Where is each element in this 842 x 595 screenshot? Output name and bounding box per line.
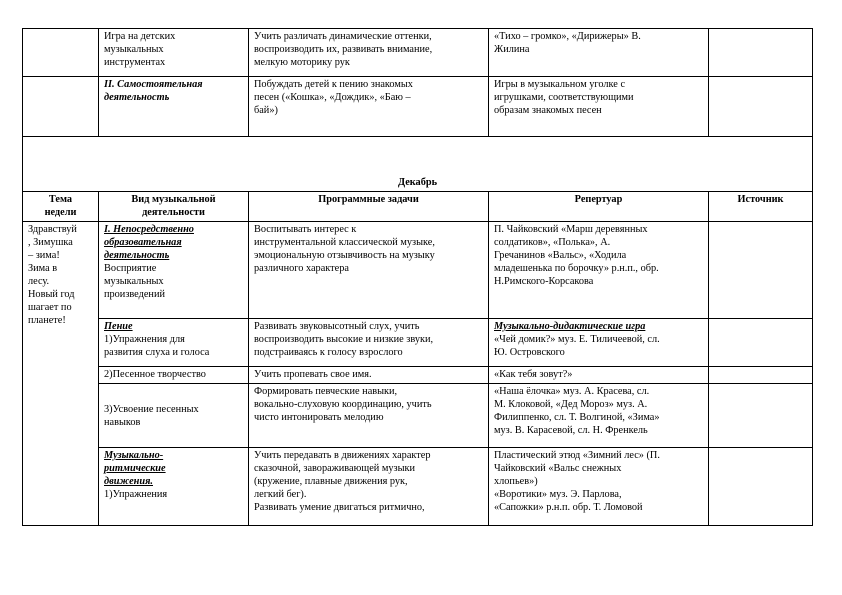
source-cell	[709, 222, 813, 319]
repertoire-cell: П. Чайковский «Марш деревянных солдатиков», «Полька», А. Гречанинов «Вальс», «Ходила младешенька по борочку» р.н.п., обр. Н.Римского-Корсакова	[489, 222, 709, 319]
repertoire-cell: «Как тебя зовут?»	[489, 367, 709, 384]
activity-cell: Пение 1)Упражнения для развития слуха и голоса	[99, 319, 249, 367]
header-row	[23, 192, 813, 222]
repertoire-cell: Музыкально-дидактические игра «Чей домик?» муз. Е. Тиличеевой, сл. Ю. Островского	[489, 319, 709, 367]
header-activity: Вид музыкальной деятельности	[99, 192, 249, 222]
table-row	[23, 319, 813, 367]
source-cell	[709, 367, 813, 384]
empty-cell	[23, 29, 99, 77]
week-theme-cell: Здравствуй , Зимушка – зима! Зима в лесу. Новый год шагает по планете!	[23, 222, 99, 526]
empty-cell	[23, 77, 99, 137]
source-cell	[709, 448, 813, 526]
repertoire-cell: «Наша ёлочка» муз. А. Красева, сл. М. Клоковой, «Дед Мороз» муз. А. Филиппенко, сл. Т. Волгиной, «Зима» муз. В. Карасевой, сл. Н. Френкель	[489, 384, 709, 448]
source-cell	[709, 29, 813, 77]
table-row	[23, 384, 813, 448]
tasks-cell: Развивать звуковысотный слух, учить воспроизводить высокие и низкие звуки, подстраиваясь к голосу взрослого	[249, 319, 489, 367]
table-row	[23, 29, 813, 77]
lesson-plan-table	[22, 28, 813, 526]
source-cell	[709, 319, 813, 367]
month-title: Декабрь	[23, 137, 813, 192]
source-cell	[709, 77, 813, 137]
tasks-cell: Побуждать детей к пению знакомых песен («Кошка», «Дождик», «Баю – бай»)	[249, 77, 489, 137]
activity-cell: I. Непосредственно образовательная деятельность Восприятие музыкальных произведений	[99, 222, 249, 319]
tasks-cell: Учить различать динамические оттенки, воспроизводить их, развивать внимание, мелкую моторику рук	[249, 29, 489, 77]
activity-cell: Музыкально- ритмические движения. 1)Упражнения	[99, 448, 249, 526]
tasks-cell: Учить пропевать свое имя.	[249, 367, 489, 384]
repertoire-cell: Пластический этюд «Зимний лес» (П. Чайковский «Вальс снежных хлопьев») «Воротики» муз. Э. Парлова, «Сапожки» р.н.п. обр. Т. Ломовой	[489, 448, 709, 526]
header-tasks: Программные задачи	[249, 192, 489, 222]
activity-cell: II. Самостоятельная деятельность	[99, 77, 249, 137]
table-row	[23, 222, 813, 319]
tasks-cell: Учить передавать в движениях характер сказочной, завораживающей музыки (кружение, плавные движения рук, легкий бег). Развивать умение двигаться ритмично,	[249, 448, 489, 526]
activity-cell: 3)Усвоение песенных навыков	[99, 384, 249, 448]
month-title-row	[23, 137, 813, 192]
source-cell	[709, 384, 813, 448]
repertoire-cell: «Тихо – громко», «Дирижеры» В. Жилина	[489, 29, 709, 77]
header-repertoire: Репертуар	[489, 192, 709, 222]
header-week-theme: Тема недели	[23, 192, 99, 222]
activity-cell: 2)Песенное творчество	[99, 367, 249, 384]
activity-cell: Игра на детских музыкальных инструментах	[99, 29, 249, 77]
table-row	[23, 77, 813, 137]
table-row	[23, 448, 813, 526]
tasks-cell: Формировать певческие навыки, вокально-слуховую координацию, учить чисто интонировать мелодию	[249, 384, 489, 448]
table-row	[23, 367, 813, 384]
tasks-cell: Воспитывать интерес к инструментальной классической музыке, эмоциональную отзывчивость на музыку различного характера	[249, 222, 489, 319]
repertoire-cell: Игры в музыкальном уголке с игрушками, соответствующими образам знакомых песен	[489, 77, 709, 137]
header-source: Источник	[709, 192, 813, 222]
